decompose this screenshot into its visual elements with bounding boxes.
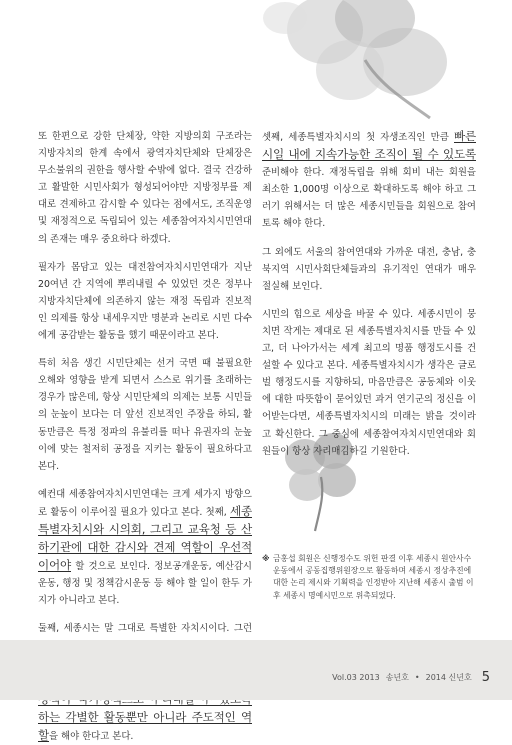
paragraph-text: 둘째, 세종시는 말 그대로 특별한 자치시이다. 그런: [38, 623, 252, 635]
underlined-emphasis: 세종특별자치시와 시의회, 그리고 교육청 등 산하기관에 대한 감시와 견제 역할이 우선적이어야: [38, 503, 252, 573]
right-text-column: [262, 128, 476, 460]
paragraph-text: 예컨대 세종참여자치시민연대는 크게 세가지 방향으로 활동이 이루어질 필요가 있다고 본다. 첫째,: [38, 488, 252, 518]
issue-label: 송년호: [385, 673, 409, 682]
page-number: 5: [481, 670, 490, 685]
page-footer: [332, 670, 490, 685]
paragraph-text: 을 해야 한다고 본다.: [49, 731, 134, 742]
paragraph: 또 한편으로 강한 단체장, 약한 지방의회 구조라는 지방자치의 한계 속에서 광역자치단체와 단체장은 무소불위의 권한을 행사할 수밖에 없다. 결국 건강하고 활발한 시민사회가 형성되어야만 지방정부를 제대로 견제하고 감시할 수 있다는 점에서도, 조직운영 및 재정적으로 독립되어 있는 세종참여자치시민연대의 존재는 매우 중요하다 하겠다.: [38, 131, 252, 245]
underlined-emphasis: 빠른 시일 내에 지속가능한 조직이 될 수 있도록: [262, 129, 476, 162]
volume-label: Vol.03 2013: [332, 673, 380, 682]
issue-label: 2014 신년호: [425, 673, 472, 682]
paragraph: 그 외에도 서울의 참여연대와 가까운 대전, 충남, 충북지역 시민사회단체들과의 유기적인 연대가 매우 절실해 보인다.: [262, 246, 476, 292]
paragraph: 필자가 몸담고 있는 대전참여자치시민연대가 지난 20여년 간 지역에 뿌리내릴 수 있었던 것은 정부나 지방자치단체에 의존하지 않는 재정 독립과 진보적인 의제를 항상 내세우지만 명분과 논리로 시민 다수에게 공감받는 활동을 했기 때문이라고 본다.: [38, 261, 252, 342]
paragraph-text: 할 것으로 보인다. 정보공개운동, 예산감시운동, 행정 및 정책감시운동 등 해야 할 일이 한두 가지가 아니라고 본다.: [38, 561, 252, 607]
author-footnote: [262, 553, 476, 602]
paragraph: 시민의 힘으로 세상을 바꿀 수 있다. 세종시민이 뭉치면 작게는 제대로 된 세종특별자치시를 만들 수 있고, 더 나아가서는 세계 최고의 명품 행정도시를 건설할 수 있다고 본다. 세종특별자치시가 생각은 글로벌 행정도시를 지향하되, 마음만큼은 공동체와 이웃에 대한 따뜻함이 묻어있던 과거 연기군의 정신을 이어받는다면, 세종특별자치시의 미래는 밝을 것이라고 확신한다. 그 중심에 세종참여자치시민연대와 회원들이 항상 자리매김하길 기원한다.: [262, 308, 476, 457]
underlined-emphasis: 하는 각별한 활동뿐만 아니라 주도적인 역할: [38, 709, 252, 742]
paragraph: 특히 처음 생긴 시민단체는 선거 국면 때 불필요한 오해와 영향을 받게 되면서 스스로 위기를 초래하는 경우가 많은데, 항상 시민단체의 의제는 보통 시민들의 눈높이 보다는 더 앞선 진보적인 주장을 하되, 활동만큼은 특정 정파의 유불리를 떠나 유권자의 눈높이에 맞는 철저히 공정을 지키는 활동이 필요하다고 본다.: [38, 358, 252, 472]
paragraph: [262, 128, 476, 233]
footnote-text: 금홍섭 회원은 신행정수도 위헌 판결 이후 세종시 원안사수 운동에서 공동집행위원장으로 활동하며 세종시 정상추진에 대한 논리 제시와 기획력을 인정받아 지난해 세종시 출범 이후 세종시 명예시민으로 위촉되었다.: [273, 554, 474, 600]
paragraph-text: 셋째, 세종특별자치시의 첫 자생조직인 만큼: [262, 132, 454, 143]
paragraph-text: 준비해야 한다. 재정독립을 위해 회비 내는 회원을 최소한 1,000명 이상으로 확대하도록 해야 하고 그러기 위해서는 더 많은 세종시민들을 회원으로 참여토록 해야 한다.: [262, 167, 476, 230]
issue-separator: •: [414, 673, 420, 682]
paragraph: [38, 486, 252, 610]
footnote-mark: ※: [262, 554, 270, 563]
clover-watercolor-illustration: [255, 0, 465, 120]
